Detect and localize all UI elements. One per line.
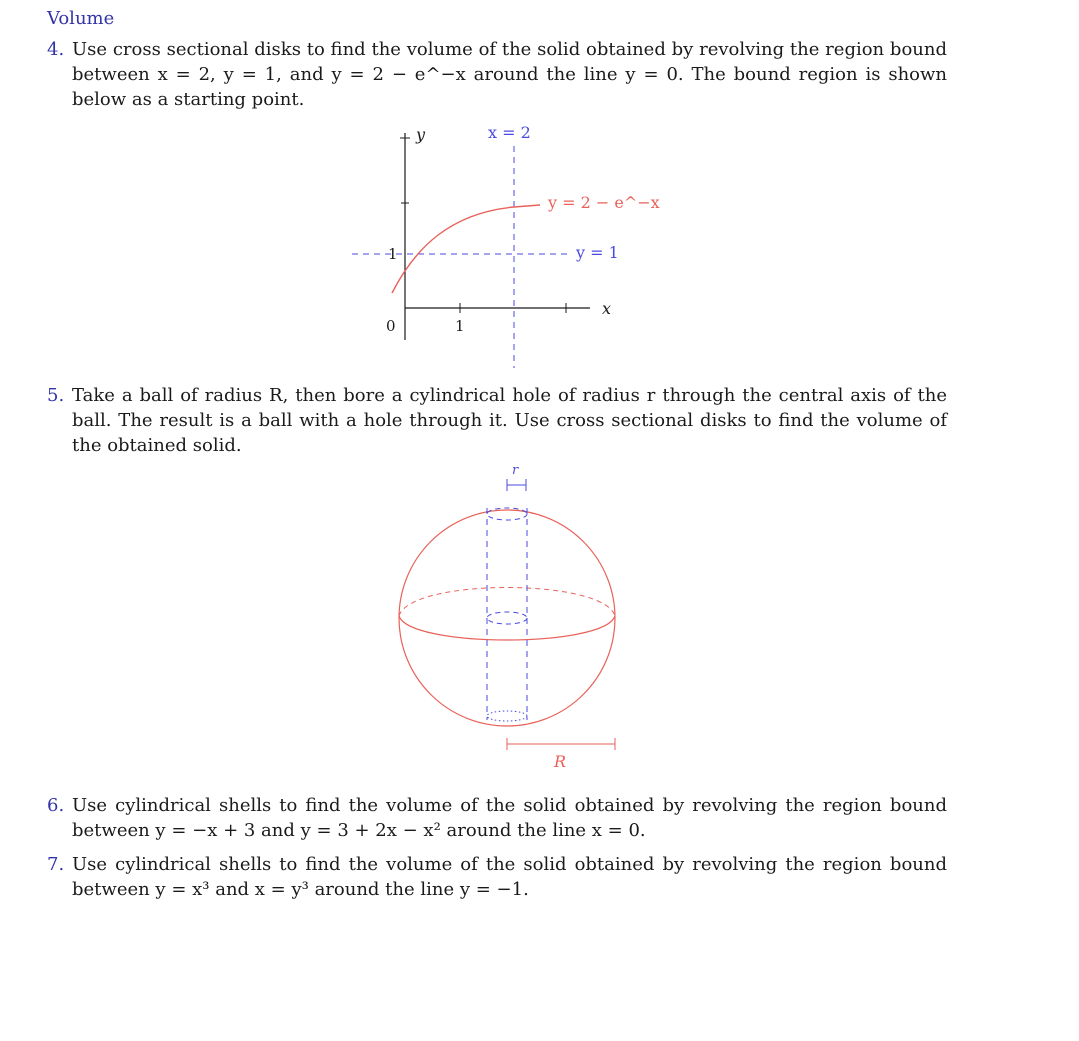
- curve-label: y = 2 − e^−x: [548, 193, 660, 212]
- ball-with-hole-figure: [380, 458, 640, 778]
- problem-number: 4.: [47, 39, 65, 60]
- section-title: Volume: [47, 8, 115, 29]
- curve-2-minus-exp: [392, 205, 540, 293]
- problem-4: [47, 37, 947, 112]
- hole-radius-label: r: [512, 463, 519, 478]
- problem-7: [47, 852, 947, 902]
- x-2-label: x = 2: [488, 123, 531, 142]
- tick-label-x-0: 0: [386, 317, 396, 335]
- problem-text: Use cylindrical shells to find the volume of the solid obtained by revolving the region bound between y = x³ and x = y³ around the line y = −1.: [72, 854, 947, 900]
- cylinder-middle-ellipse: [487, 612, 527, 624]
- y-1-label: y = 1: [576, 243, 619, 262]
- problem-6: [47, 793, 947, 843]
- tick-label-y-1: 1: [388, 245, 398, 263]
- problem-text: Use cross sectional disks to find the volume of the solid obtained by revolving the region bound between x = 2, y = 1, and y = 2 − e^−x around the line y = 0. The bound region is shown below as a starting point.: [72, 39, 947, 110]
- problem-text: Take a ball of radius R, then bore a cylindrical hole of radius r through the central axis of the ball. The result is a ball with a hole through it. Use cross sectional disks to find the volume of the obtained solid.: [72, 385, 947, 456]
- problem-number: 5.: [47, 385, 65, 406]
- x-axis-label: x: [602, 299, 612, 318]
- sphere-outline: [399, 510, 615, 726]
- problem-text: Use cylindrical shells to find the volume of the solid obtained by revolving the region bound between y = −x + 3 and y = 3 + 2x − x² around the line x = 0.: [72, 795, 947, 841]
- ball-radius-label: R: [554, 752, 567, 771]
- problem-number: 7.: [47, 854, 65, 875]
- equator-front: [399, 616, 615, 640]
- tick-label-x-1: 1: [455, 317, 465, 335]
- cylinder-bottom-ellipse: [487, 711, 527, 721]
- y-axis-label: y: [416, 125, 426, 144]
- problem-5: [47, 383, 947, 458]
- problem-number: 6.: [47, 795, 65, 816]
- bound-region-graph: [340, 118, 680, 368]
